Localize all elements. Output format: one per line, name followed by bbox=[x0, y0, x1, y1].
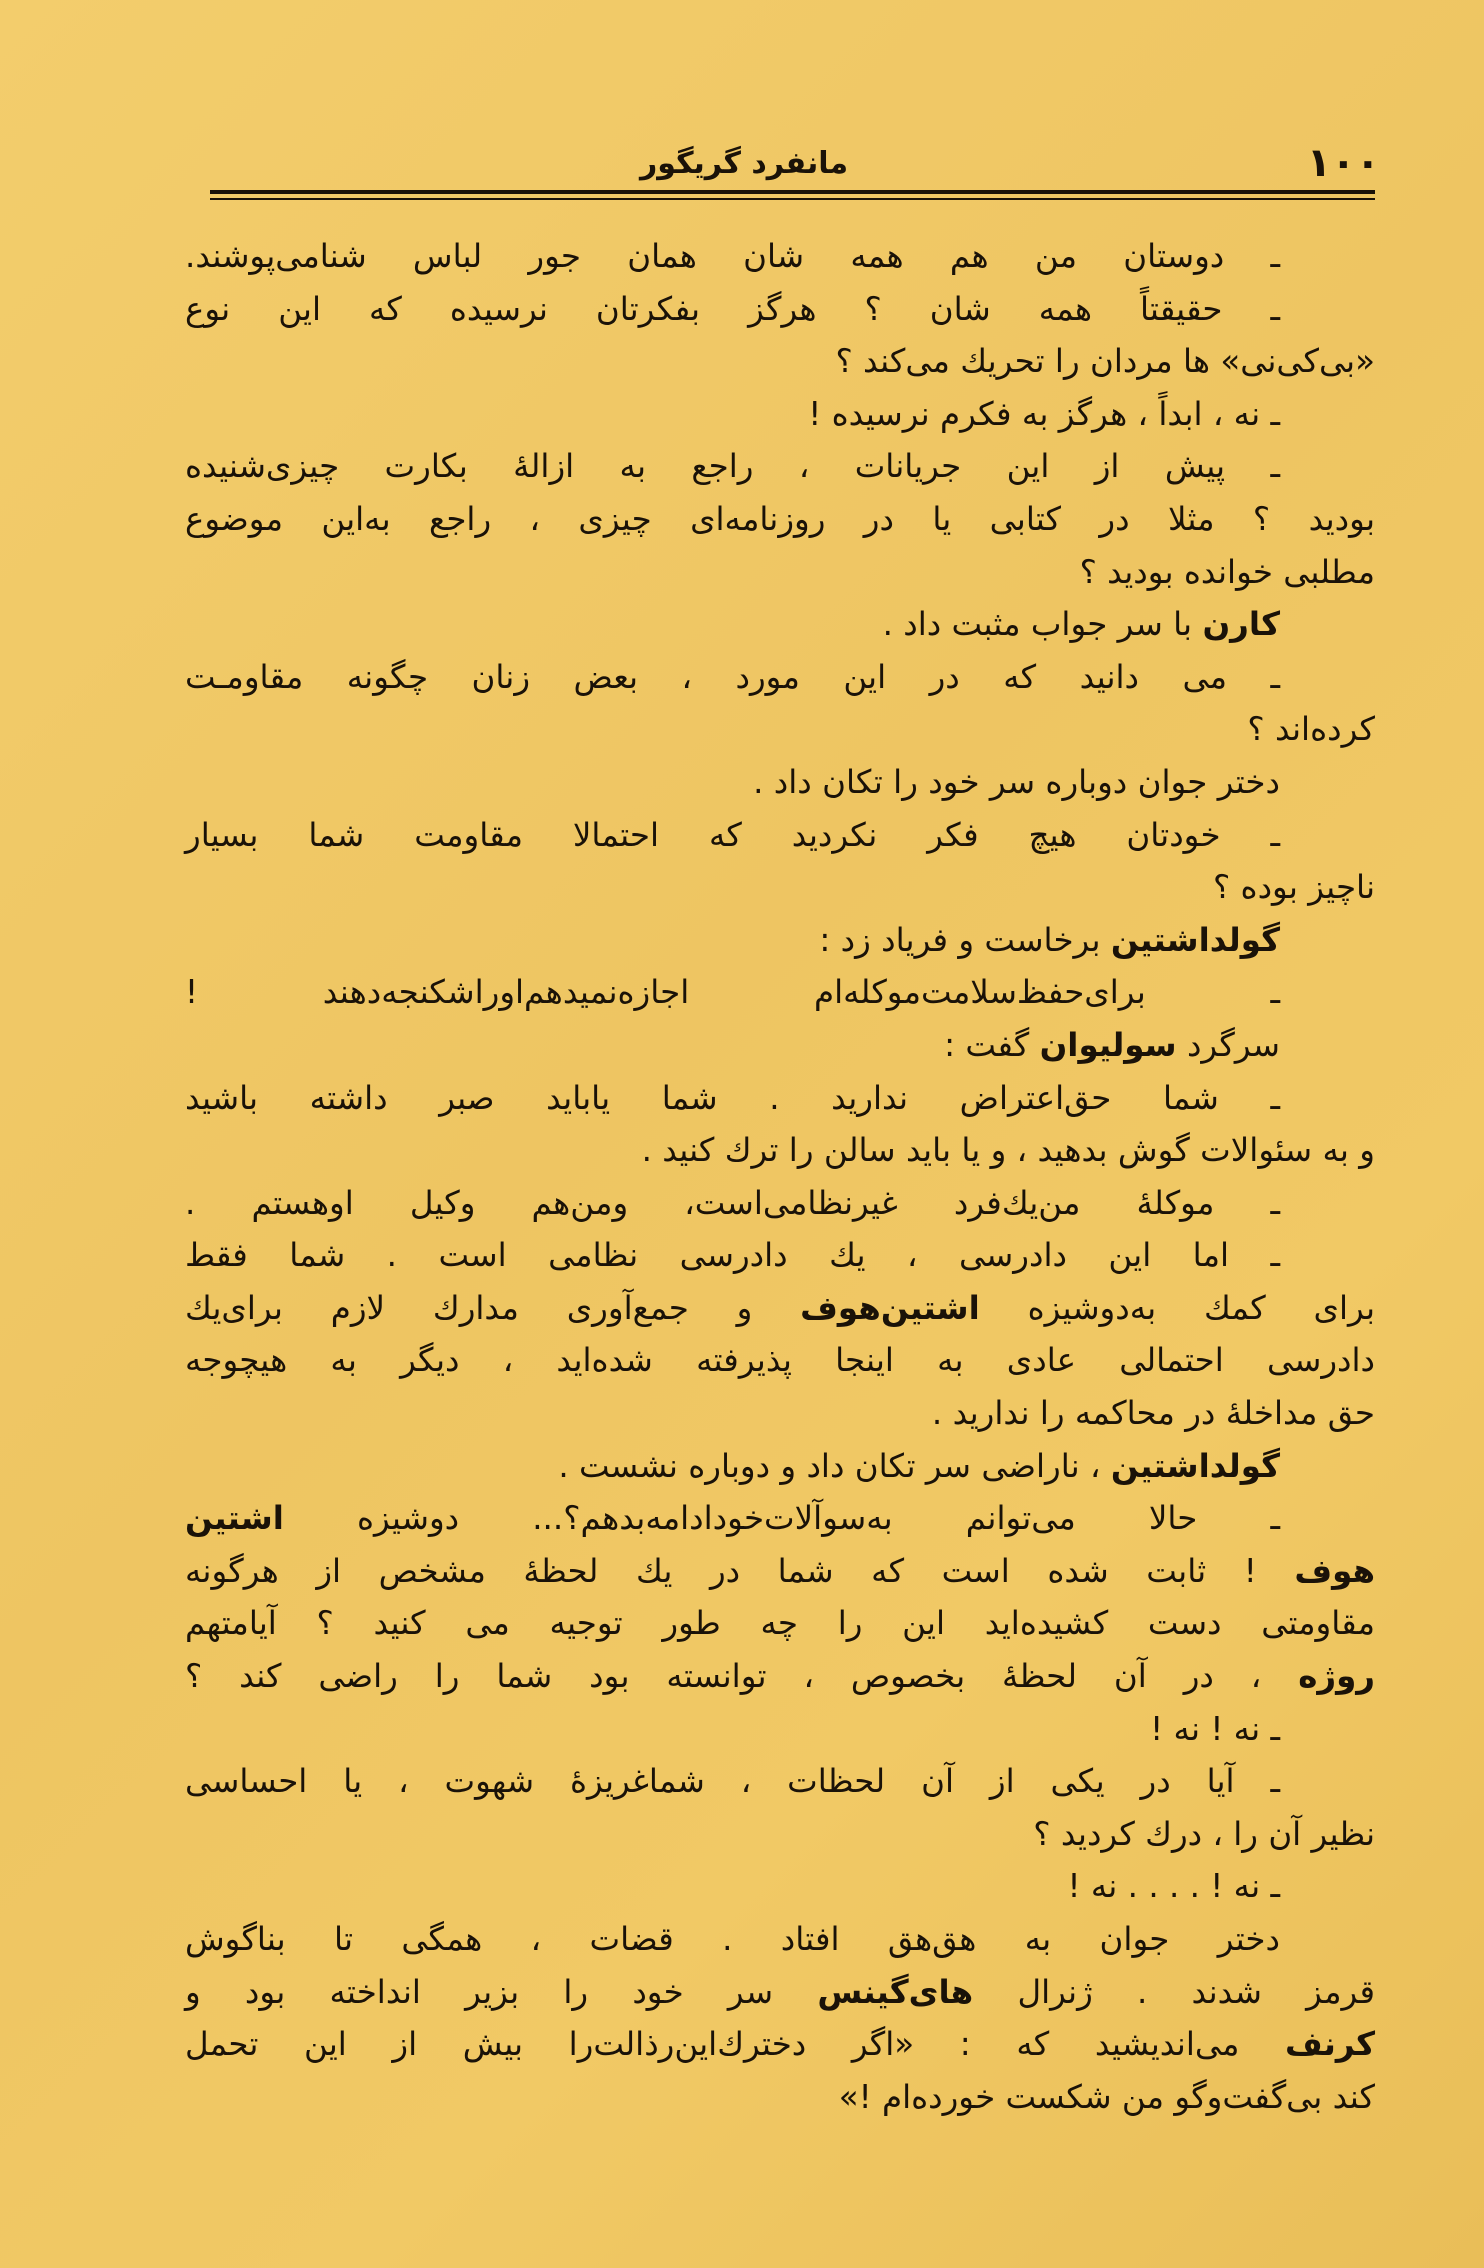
text-line: گولداشتین برخاست و فریاد زد : bbox=[819, 920, 1280, 959]
bold-name: های‌گینس bbox=[817, 1972, 974, 2011]
text-line: ـ حالا می‌توانم به‌سوآلات‌خودادامه‌بدهم؟... دوشیزه اشتین bbox=[185, 1499, 1280, 1538]
text-line: ـ نه ، ابداً ، هرگز به فکرم نرسیده ! bbox=[808, 394, 1280, 433]
page-header bbox=[200, 140, 1380, 196]
bold-name: گولداشتین bbox=[1110, 920, 1280, 959]
text-line: کند بی‌گفت‌وگو من شکست خورده‌ام !» bbox=[838, 2077, 1375, 2116]
body-text bbox=[185, 230, 1375, 2123]
text-line: برای کمك به‌دوشیزه اشتین‌هوف و جمع‌آوری مدارك لازم برای‌یك bbox=[185, 1288, 1375, 1327]
text-line: حق مداخلهٔ در محاکمه را ندارید . bbox=[931, 1394, 1375, 1433]
text-line: قرمز شدند . ژنرال های‌گینس سر خود را بزیر انداخته بود و bbox=[185, 1972, 1375, 2011]
text-line: ـ پیش از این جریانات ، راجع به ازالهٔ بکارت چیزی‌شنیده bbox=[185, 447, 1280, 486]
text-line: ـ می دانید که در این مورد ، بعض زنان چگونه مقاومـت bbox=[185, 657, 1280, 696]
header-rule bbox=[210, 190, 1375, 200]
text-line: بودید ؟ مثلا در کتابی یا در روزنامه‌ای چیزی ، راجع به‌این موضوع bbox=[185, 499, 1375, 538]
bold-name: اشتین‌هوف bbox=[800, 1288, 980, 1327]
text-line: ـ خودتان هیچ فکر نکردید که احتمالا مقاومت شما بسیار bbox=[185, 815, 1280, 854]
text-line: ـ برای‌حفظ‌سلامت‌موکله‌ام اجازه‌نمیدهم‌اوراشکنجه‌دهند ! bbox=[185, 973, 1280, 1012]
text-line: هوف ! ثابت شده است که شما در یك لحظهٔ مشخص از هرگونه bbox=[185, 1551, 1375, 1590]
text-line: کارن با سر جواب مثبت داد . bbox=[882, 605, 1280, 644]
bold-name: کارن bbox=[1202, 605, 1280, 644]
text-line: ـ نه ! نه ! bbox=[1150, 1709, 1280, 1748]
text-line: ـ موکلهٔ من‌یك‌فرد غیرنظامی‌است، ومن‌هم وکیل اوهستم . bbox=[185, 1183, 1280, 1222]
text-line: دادرسی احتمالی عادی به اینجا پذیرفته شده‌اید ، دیگر به هیچوجه bbox=[185, 1341, 1375, 1380]
bold-name: سولیوان bbox=[1039, 1025, 1177, 1064]
text-line: ـ آیا در یکی از آن لحظات ، شماغریزهٔ شهوت ، یا احساسی bbox=[185, 1762, 1280, 1801]
text-line: دختر جوان به هق‌هق افتاد . قضات ، همگی تا بناگوش bbox=[185, 1920, 1280, 1958]
text-line: «بی‌کی‌نی» ها مردان را تحریك می‌کند ؟ bbox=[835, 342, 1375, 381]
bold-name: گولداشتین bbox=[1110, 1446, 1280, 1485]
text-line: ـ اما این دادرسی ، یك دادرسی نظامی است . شما فقط bbox=[185, 1236, 1280, 1275]
text-line: دختر جوان دوباره سر خود را تکان داد . bbox=[753, 762, 1280, 801]
text-line: کرنف می‌اندیشید که : «اگر دخترك‌این‌رذالت‌را بیش از این تحمل bbox=[185, 2025, 1375, 2064]
bold-name: کرنف bbox=[1284, 2025, 1375, 2064]
text-line: کرده‌اند ؟ bbox=[1247, 710, 1375, 749]
text-line: روژه ، در آن لحظهٔ بخصوص ، توانسته بود شما را راضی کند ؟ bbox=[185, 1657, 1375, 1696]
text-line: و به سئوالات گوش بدهید ، و یا باید سالن را ترك کنید . bbox=[641, 1131, 1375, 1170]
text-line: ـ دوستان من هم همه شان همان جور لباس شنامی‌پوشند. bbox=[185, 237, 1280, 275]
text-line: ناچیز بوده ؟ bbox=[1212, 868, 1375, 907]
bold-name: هوف bbox=[1294, 1551, 1375, 1590]
bold-name: اشتین bbox=[185, 1499, 284, 1538]
bold-name: روژه bbox=[1298, 1657, 1375, 1696]
running-title: مانفرد گریگور bbox=[640, 146, 849, 181]
page-number: ۱۰۰ bbox=[1306, 140, 1380, 186]
text-line: گولداشتین ، ناراضی سر تکان داد و دوباره نشست . bbox=[558, 1446, 1280, 1485]
text-line: سرگرد سولیوان گفت : bbox=[944, 1025, 1280, 1064]
text-line: مطلبی خوانده بودید ؟ bbox=[1079, 552, 1375, 591]
text-line: ـ حقیقتاً همه شان ؟ هرگز بفکرتان نرسیده که این نوع bbox=[185, 289, 1280, 328]
text-line: نظیر آن را ، درك کردید ؟ bbox=[1033, 1814, 1375, 1853]
text-line: مقاومتی دست کشیده‌اید این را چه طور توجیه می کنید ؟ آیامتهم bbox=[185, 1604, 1375, 1643]
text-line: ـ شما حق‌اعتراض ندارید . شما یاباید صبر داشته باشید bbox=[185, 1078, 1280, 1117]
text-line: ـ نه ! . . . . نه ! bbox=[1067, 1867, 1280, 1906]
